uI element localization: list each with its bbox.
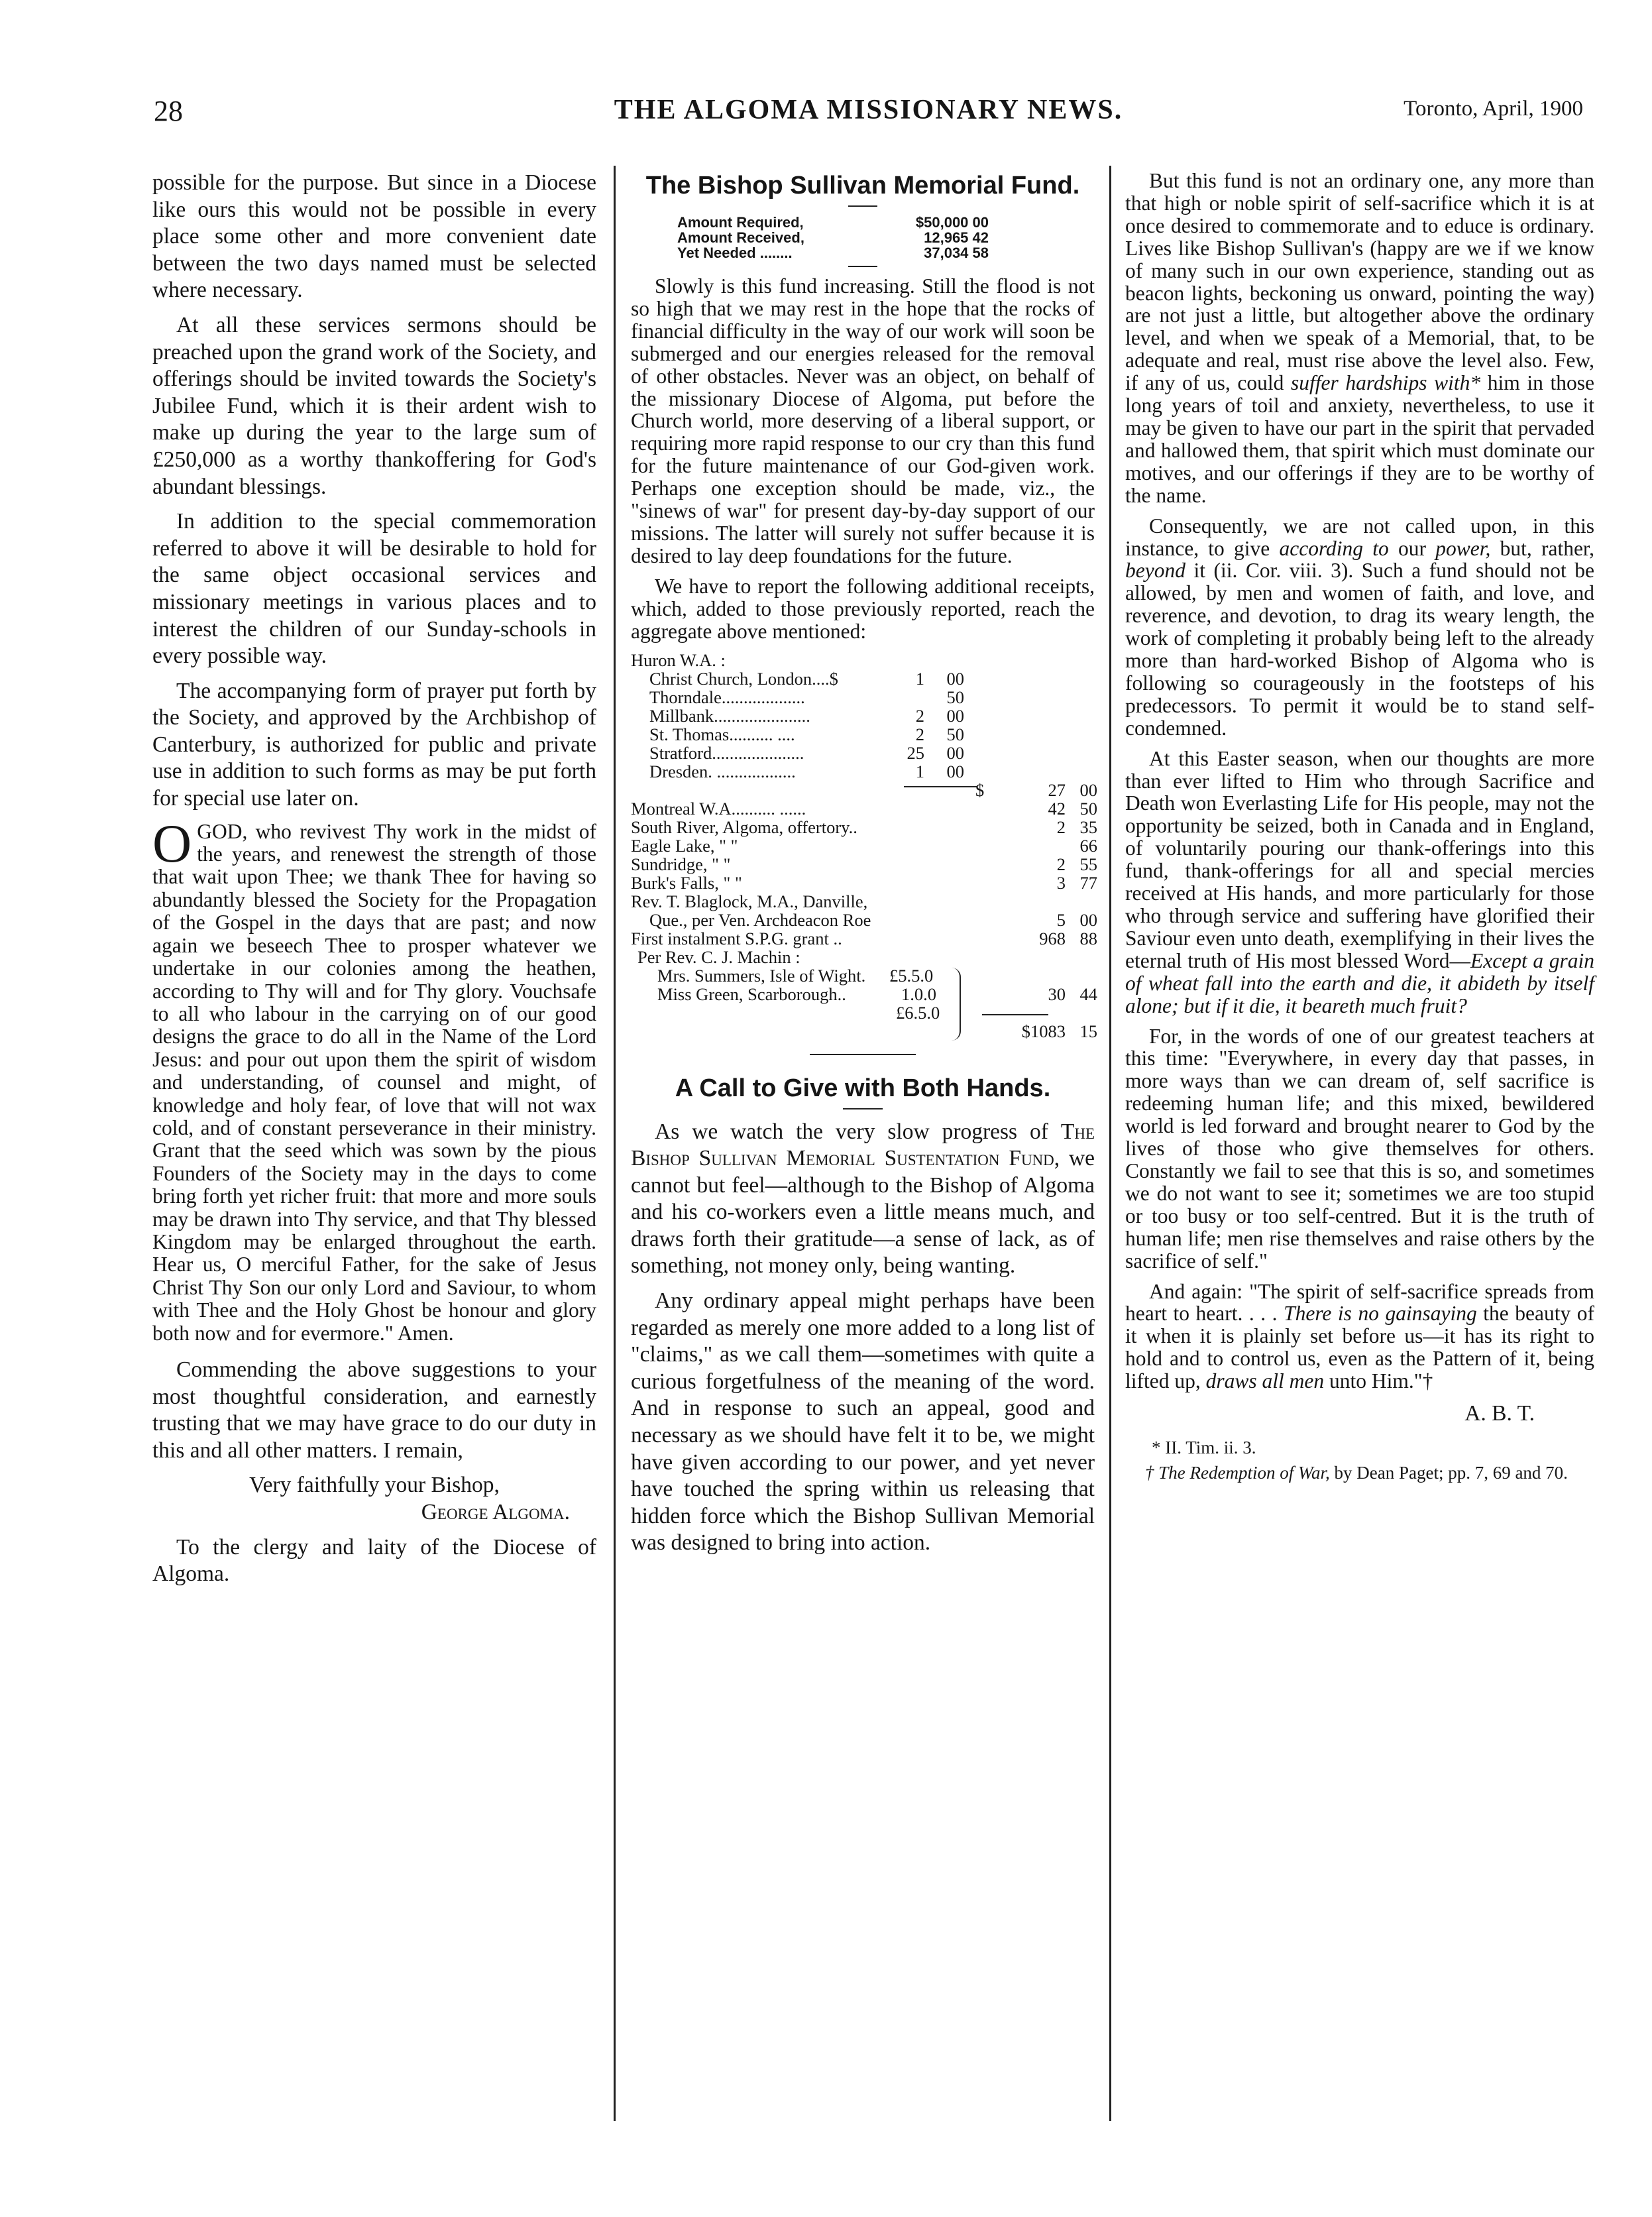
receipt-cents: 66 <box>1079 835 1097 856</box>
receipt-cents: 00 <box>1079 779 1097 800</box>
receipt-row <box>631 985 1095 1003</box>
column-left <box>152 170 596 1596</box>
italic-run: † The Redemption of War, <box>1145 1462 1330 1483</box>
fund-row <box>677 230 989 245</box>
receipts-table <box>631 651 1095 1041</box>
paragraph <box>1125 748 1594 1017</box>
receipt-name: Burk's Falls, " " <box>631 872 742 893</box>
italic-run: beyond <box>1125 559 1185 583</box>
receipt-cents: 00 <box>946 668 964 689</box>
dateline: Toronto, April, 1900 <box>1404 97 1583 121</box>
text-run: At this Easter season, when our thoughts are more than ever lifted to Him who through Sacrifice and Death won Everlasting Life for His people, may not the opportunity be seized, both in Canada and in England, of voluntarily pouring our thank-offerings into this fund, thank-offerings for all and special mercies received at His hands, and more particularly for those who through service and suffering have glorified their Saviour even unto death, exemplifying in their lives the eternal truth of His most blessed Word— <box>1125 746 1594 972</box>
subtotal-rule <box>904 786 977 787</box>
receipt-sterling: 1.0.0 <box>901 984 936 1004</box>
receipt-dollars: 1 <box>915 761 924 781</box>
receipt-dollars: 2 <box>1056 817 1066 837</box>
text-run: him in those long years of toil and anxiety, nevertheless, to use it may be given to have our part in the spirit that pervaded and hallowed them, that spirit which must dominate our motives, and our offerings if they are to be worthy of the name. <box>1125 371 1595 507</box>
italic-run: according to <box>1279 536 1389 560</box>
receipt-row <box>631 911 1095 929</box>
receipt-row <box>631 799 1095 818</box>
fund-row <box>677 245 989 260</box>
signature-name: George Algoma. <box>421 1499 570 1524</box>
fund-row <box>677 215 989 230</box>
column-middle <box>631 170 1095 1565</box>
receipt-cents: 50 <box>1079 798 1097 819</box>
footnote: * II. Tim. ii. 3. <box>1152 1437 1256 1457</box>
italic-run: draws all men <box>1205 1369 1325 1393</box>
receipt-cents: 00 <box>946 742 964 763</box>
receipt-dollars: 1 <box>915 668 924 689</box>
receipt-row <box>631 688 1095 707</box>
grand-total-cents: 15 <box>1079 1021 1097 1041</box>
drop-cap: O <box>152 813 192 874</box>
divider <box>843 1108 883 1109</box>
text-run: unto Him."† <box>1329 1369 1433 1393</box>
text-run: But this fund is not an ordinary one, any more than that high or noble spirit of self-sacrifice which it is at once desired to commemorate and to educe is ordinary. Lives like Bishop Sullivan's (happy are we if we know of many such in our own experience, standing out as beacon lights, beckoning us onward, pointing the way) are not just a little, but altogether above the ordinary level, and when we speak of a Memorial, that, to be adequate and real, must rise above the level also. Few, if any of us, could <box>1125 169 1594 395</box>
receipt-row <box>631 725 1095 744</box>
fund-value: 12,965 42 <box>924 229 989 246</box>
receipt-dollars: 42 <box>1048 798 1066 819</box>
receipt-dollars: 2 <box>915 724 924 744</box>
receipt-name: Stratford..................... <box>649 742 804 763</box>
receipt-dollars: 30 <box>1048 984 1066 1004</box>
receipt-row <box>631 762 1095 781</box>
receipt-row <box>631 855 1095 874</box>
section-heading: A Call to Give with Both Hands. <box>675 1074 1051 1102</box>
receipt-name: Eagle Lake, " " <box>631 835 738 856</box>
text-run: Consequently, we are not called upon, in this instance, to give <box>1125 514 1594 560</box>
receipt-cents: 77 <box>1079 872 1097 893</box>
receipt-name: Sundridge, " " <box>631 854 731 874</box>
receipt-row <box>631 948 1095 966</box>
fund-label: Amount Received, <box>677 229 804 246</box>
fund-value: $50,000 00 <box>915 214 989 231</box>
receipt-name: First instalment S.P.G. grant .. <box>631 928 842 948</box>
receipt-cents: 44 <box>1079 984 1097 1004</box>
paragraph <box>1125 515 1594 740</box>
paragraph: Commending the above suggestions to your most thoughtful consideration, and earnestly trusting that we may have grace to do our duty in this and all other matters. I remain, <box>152 1357 596 1463</box>
receipt-row <box>631 966 1095 985</box>
column-right <box>1125 170 1594 1487</box>
receipt-dollars: 968 <box>1039 928 1066 948</box>
column-rule-right <box>1109 166 1111 2121</box>
receipt-name: Montreal W.A.......... ...... <box>631 798 806 819</box>
receipt-dollars: 5 <box>1056 909 1066 930</box>
receipt-cents: 00 <box>946 705 964 726</box>
paragraph: possible for the purpose. But since in a Diocese like ours this would not be possible in every place some other and more convenient date between the two days named must be selected where necessary. <box>152 170 596 303</box>
text-run: but, rather, <box>1500 536 1595 560</box>
fund-name: The Bishop Sullivan Memorial Sustentation Fund, <box>631 1119 1095 1171</box>
text-run: our <box>1398 536 1427 560</box>
address-line: To the clergy and laity of the Diocese of Algoma. <box>152 1534 596 1587</box>
receipt-row <box>631 744 1095 762</box>
prayer <box>152 813 596 1345</box>
divider <box>810 1054 916 1055</box>
receipt-group-label: Huron W.A. : <box>631 650 726 670</box>
prayer-text: GOD, who revivest Thy work in the midst of the years, and renewest the strength of those that wait upon Thee; we thank Thee for having so abundantly blessed the Society for the Propagation of the Gospel in the days that are past; and now again we beseech Thee to prosper whatever we undertake in our colonies among the heathen, according to Thy will and for Thy glory. Vouchsafe to all who labour in the carrying on of our good designs the grace to do all in the Name of the Lord Jesus: and pour out upon them the spirit of wisdom and understanding, of counsel and might, of knowledge and holy fear, of love that will not wax cold, and of constant perseverance in their ministry. Grant that the seed which was sown by the pious Founders of the Society may in the days to come bring forth yet richer fruit: that more and more souls may be drawn into Thy service, and that Thy blessed Kingdom may be enlarged throughout the earth. Hear us, O merciful Father, for the sake of Jesus Christ Thy Son our only Lord and Saviour, to whom with Thee and the Holy Ghost be honour and glory both now and for evermore." Amen. <box>152 819 596 1345</box>
receipt-dollars: 27 <box>1048 779 1066 800</box>
receipt-cents: 00 <box>946 761 964 781</box>
receipt-cents: 35 <box>1079 817 1097 837</box>
fund-label: Yet Needed ........ <box>677 245 793 261</box>
receipt-cents: 00 <box>1079 909 1097 930</box>
receipt-dollars: 2 <box>915 705 924 726</box>
receipt-sterling-total: £6.5.0 <box>896 1002 940 1023</box>
italic-run: Except a grain of wheat fall into the earth and die, it abideth by itself alone; but if it die, it beareth much fruit? <box>1125 948 1594 1017</box>
text-run: And again: "The spirit of self-sacrifice spreads from heart to heart. . . . <box>1125 1279 1594 1326</box>
receipt-name: Rev. T. Blaglock, M.A., Danville, <box>631 891 868 911</box>
receipt-row <box>631 874 1095 892</box>
receipt-row <box>631 781 1095 799</box>
text-run: by Dean Paget; pp. 7, 69 and 70. <box>1334 1462 1568 1483</box>
total-rule <box>982 1014 1048 1015</box>
receipt-cents: 88 <box>1079 928 1097 948</box>
paragraph: At all these services sermons should be preached upon the grand work of the Society, and offerings should be invited towards the Society's Jubilee Fund, which it is their ardent wish to make up during the year to the large sum of £250,000 as a worthy thankoffering for God's abundant blessings. <box>152 312 596 499</box>
receipt-name: Christ Church, London....$ <box>649 668 838 689</box>
italic-run: power, <box>1435 536 1491 560</box>
text-run: the beauty of it when it is plainly set before us—it has its right to hold and to control us, even as the Pattern of it, being lifted up, <box>1125 1302 1595 1393</box>
receipt-sterling: £5.5.0 <box>889 965 934 986</box>
receipt-name: South River, Algoma, offertory.. <box>631 817 857 837</box>
receipt-row <box>631 651 1095 669</box>
closing: Very faithfully your Bishop, <box>249 1473 500 1498</box>
paragraph <box>631 1119 1095 1280</box>
receipt-row <box>631 892 1095 911</box>
divider <box>848 205 877 207</box>
receipt-row <box>631 836 1095 855</box>
paragraph: In addition to the special commemoration referred to above it will be desirable to hold for the same object occasional services and missionary meetings in various places and to interest the children of our Sunday-schools in every possible way. <box>152 509 596 669</box>
italic-run: suffer hardships with* <box>1290 371 1481 395</box>
author-initials: A. B. T. <box>1464 1401 1535 1426</box>
paragraph: Slowly is this fund increasing. Still the flood is not so high that we may rest in the hope that the rocks of financial difficulty in the way of our work will soon be submerged and our energies released for the removal of other obstacles. Never was an object, on behalf of the missionary Diocese of Algoma, put before the Church world, more deserving of a liberal support, or requiring more rapid response to our cry than this fund for the future maintenance of our God-given work. Perhaps one exception should be made, viz., the "sinews of war" for present day-by-day support of our missions. The latter will surely not suffer because it is desired to lay deep foundations for the future. <box>631 274 1095 567</box>
receipt-name: Dresden. .................. <box>649 761 796 781</box>
page-number: 28 <box>154 95 183 127</box>
footnote <box>1125 1462 1594 1483</box>
receipt-dollars: 25 <box>907 742 924 763</box>
receipt-row <box>631 1003 1095 1022</box>
paragraph: We have to report the following additional receipts, which, added to those previously reported, reach the aggregate above mentioned: <box>631 574 1095 643</box>
text-run: As we watch the very slow progress of <box>655 1119 1048 1144</box>
paragraph: The accompanying form of prayer put forth by the Society, and approved by the Archbishop of Canterbury, is authorized for public and private use in addition to such forms as may be put forth for special use later on. <box>152 678 596 811</box>
receipt-row <box>631 1022 1095 1041</box>
section-heading: The Bishop Sullivan Memorial Fund. <box>645 172 1080 199</box>
text-run: we cannot but feel—although to the Bishop of Algoma and his co-workers even a little means much, and draws forth their gratitude—a sense of lack, as of something, not money only, being wanting. <box>631 1146 1095 1279</box>
receipt-row <box>631 929 1095 948</box>
receipt-dollars: 3 <box>1056 872 1066 893</box>
receipt-row <box>631 707 1095 725</box>
fund-summary <box>677 215 1095 260</box>
paragraph: For, in the words of one of our greatest teachers at this time: "Everywhere, in every day that passes, in more ways than we can dream of, self sacrifice is redeeming human life; and this mixed, bewildered world is led forward and brought nearer to God by the lives of those who give themselves for others. Constantly we fail to see that this is so, and sometimes we do not want to see it; sometimes we are too stupid or too busy or too self-centred. But it is the truth of human life; men rise themselves and raise others by the sacrifice of self." <box>1125 1024 1594 1273</box>
receipt-name: Que., per Ven. Archdeacon Roe <box>649 909 871 930</box>
receipt-name: Thorndale................... <box>649 687 805 707</box>
paragraph <box>1125 170 1594 507</box>
receipt-row <box>631 818 1095 836</box>
column-rule-left <box>614 166 616 2121</box>
receipt-name: St. Thomas.......... .... <box>649 724 795 744</box>
italic-run: There is no gainsaying <box>1284 1302 1477 1326</box>
receipt-row <box>631 669 1095 688</box>
dollar-sign: $ <box>975 779 985 800</box>
receipt-name: Millbank...................... <box>649 705 810 726</box>
signature <box>152 1499 570 1526</box>
receipt-cents: 50 <box>946 687 964 707</box>
fund-label: Amount Required, <box>677 214 804 231</box>
paragraph <box>1125 1280 1594 1393</box>
grand-total-dollars: $1083 <box>1021 1021 1066 1041</box>
divider <box>848 266 877 267</box>
masthead: THE ALGOMA MISSIONARY NEWS. <box>614 95 1123 125</box>
receipt-cents: 55 <box>1079 854 1097 874</box>
fund-value: 37,034 58 <box>924 245 989 261</box>
receipt-name: Mrs. Summers, Isle of Wight. <box>657 965 866 986</box>
receipt-dollars: 2 <box>1056 854 1066 874</box>
receipt-name: Miss Green, Scarborough.. <box>657 984 846 1004</box>
paragraph: Any ordinary appeal might perhaps have been regarded as merely one more added to a long list of "claims," as we call them—sometimes with quite a curious forgetfulness of the meaning of the word. And in response to such an appeal, good and necessary as we should have felt it to be, we might have given according to our power, and yet never have touched the spring within us releasing that hidden force which the Bishop Sullivan Memorial was designed to bring into action. <box>631 1288 1095 1556</box>
receipt-cents: 50 <box>946 724 964 744</box>
running-head <box>154 94 1583 143</box>
receipt-name: Per Rev. C. J. Machin : <box>637 946 800 967</box>
text-run: it (ii. Cor. viii. 3). Such a fund should not be allowed, by men and women of faith, and love, and reverence, and devotion, to drag its weary length, the work of completing it probably being left to the already more than hard-worked Bishop of Algoma who is following so courageously in the footsteps of his predecessors. To permit it would be to stand self-condemned. <box>1125 559 1595 740</box>
